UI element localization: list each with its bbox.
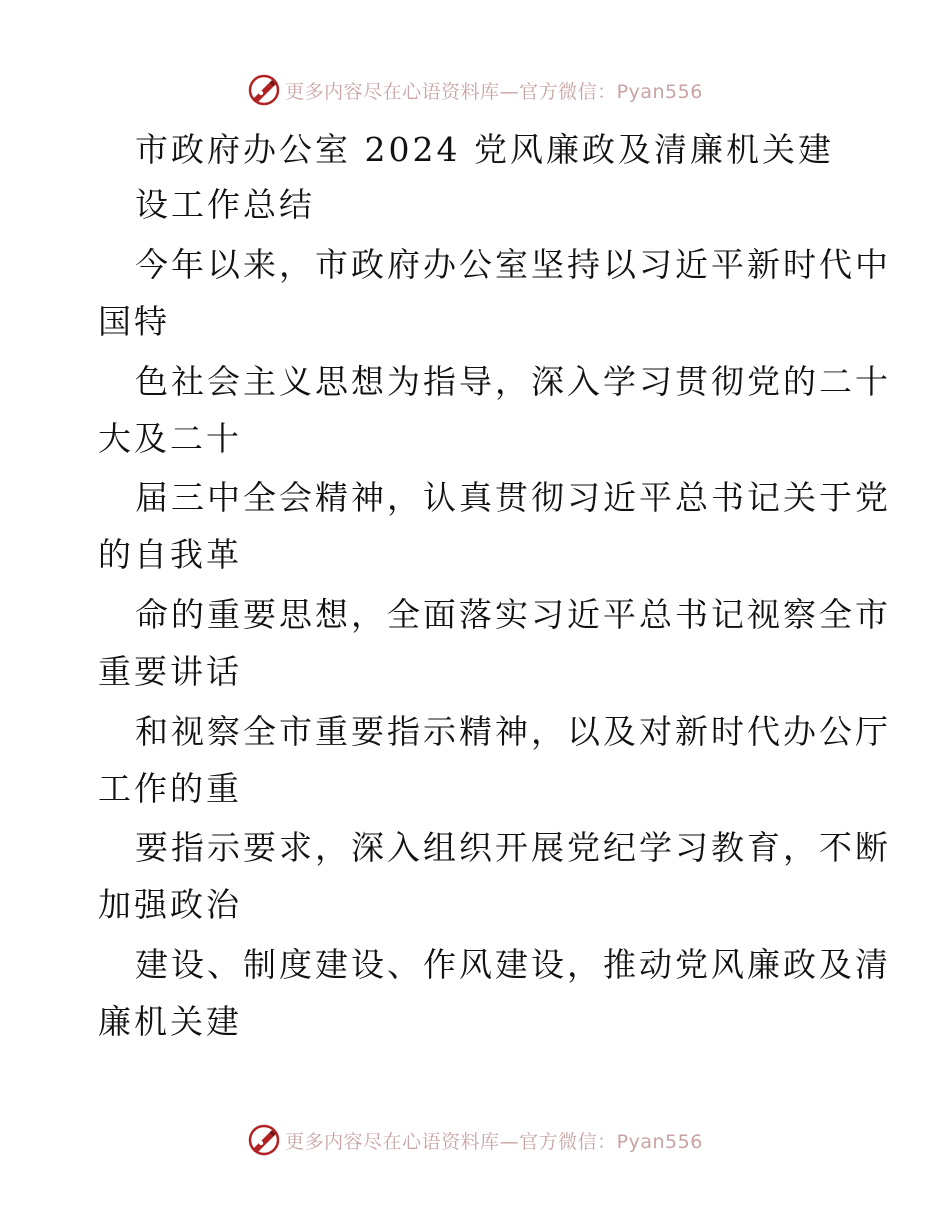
pen-logo-icon bbox=[247, 1123, 281, 1157]
paragraph-line: 重要讲话 bbox=[98, 652, 242, 691]
paragraph-line: 廉机关建 bbox=[98, 1002, 242, 1041]
document-title-line-2: 设工作总结 bbox=[135, 185, 315, 224]
paragraph-line: 工作的重 bbox=[98, 769, 242, 808]
paragraph-line: 的自我革 bbox=[98, 535, 242, 574]
paragraph-line: 色社会主义思想为指导，深入学习贯彻党的二十 bbox=[135, 362, 891, 401]
pen-logo-icon bbox=[247, 73, 281, 107]
footer-watermark-banner bbox=[0, 1120, 950, 1160]
paragraph-line: 建设、制度建设、作风建设，推动党风廉政及清 bbox=[135, 945, 891, 984]
header-watermark-banner bbox=[0, 70, 950, 110]
watermark-text: 更多内容尽在心语资料库—官方微信：Pyan556 bbox=[285, 80, 703, 103]
paragraph-line: 命的重要思想，全面落实习近平总书记视察全市 bbox=[135, 595, 891, 634]
paragraph-line: 国特 bbox=[98, 302, 170, 341]
paragraph-line: 大及二十 bbox=[98, 419, 242, 458]
paragraph-line: 今年以来，市政府办公室坚持以习近平新时代中 bbox=[135, 245, 891, 284]
watermark-text: 更多内容尽在心语资料库—官方微信：Pyan556 bbox=[285, 1130, 703, 1153]
paragraph-line: 要指示要求，深入组织开展党纪学习教育，不断 bbox=[135, 828, 891, 867]
paragraph-line: 届三中全会精神，认真贯彻习近平总书记关于党 bbox=[135, 478, 891, 517]
document-title-line-1: 市政府办公室 2024 党风廉政及清廉机关建 bbox=[135, 130, 834, 169]
paragraph-line: 和视察全市重要指示精神，以及对新时代办公厅 bbox=[135, 712, 891, 751]
paragraph-line: 加强政治 bbox=[98, 885, 242, 924]
